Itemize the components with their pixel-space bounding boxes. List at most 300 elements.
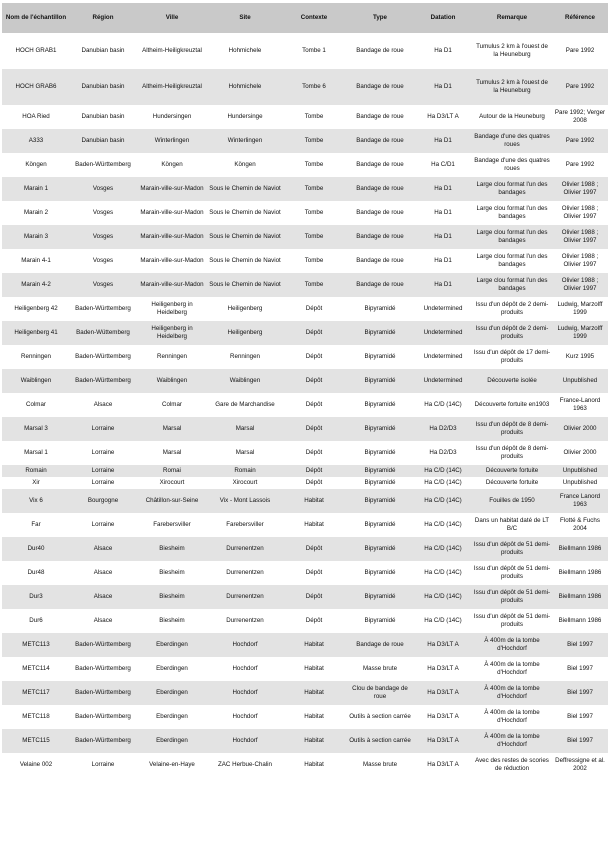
table-cell: Ha D3/LT A (414, 705, 472, 729)
table-cell: Olivier 2000 (552, 417, 608, 441)
table-cell: Hohmichele (208, 69, 282, 105)
column-header: Remarque (472, 3, 552, 33)
column-header: Type (346, 3, 414, 33)
table-cell: Large clou format l'un des bandages (472, 225, 552, 249)
table-cell: Waiblingen (2, 369, 70, 393)
table-cell: Vosges (70, 225, 136, 249)
table-cell: Bandage de roue (346, 69, 414, 105)
table-cell: Marain 2 (2, 201, 70, 225)
table-cell: Ha D3/LT A (414, 681, 472, 705)
table-cell: Ha D3/LT A (414, 753, 472, 777)
table-row (2, 33, 608, 69)
table-row (2, 585, 608, 609)
table-cell: Durrenentzen (208, 537, 282, 561)
table-cell: Baden-Württemberg (70, 657, 136, 681)
table-cell: Ha C/D (14C) (414, 609, 472, 633)
table-cell: Bandage de roue (346, 201, 414, 225)
table-cell: Baden-Württemberg (70, 729, 136, 753)
table-cell: Romai (136, 465, 208, 477)
column-header: Datation (414, 3, 472, 33)
table-cell: Undetermined (414, 345, 472, 369)
table-cell: Pare 1992 (552, 33, 608, 69)
table-cell: Large clou format l'un des bandages (472, 201, 552, 225)
table-cell: Marain 4-1 (2, 249, 70, 273)
table-cell: Olivier 1988 ; Olivier 1997 (552, 225, 608, 249)
table-body (2, 33, 608, 777)
table-cell: Habitat (282, 489, 346, 513)
table-cell: Masse brute (346, 753, 414, 777)
table-cell: Découverte fortuite (472, 465, 552, 477)
table-cell: Ha D1 (414, 33, 472, 69)
table-cell: Bipyramidé (346, 477, 414, 489)
table-cell: Vix - Mont Lassois (208, 489, 282, 513)
table-cell: Vosges (70, 273, 136, 297)
table-cell: Issu d'un dépôt de 2 demi-produits (472, 321, 552, 345)
table-cell: Dépôt (282, 369, 346, 393)
table-cell: Xir (2, 477, 70, 489)
table-cell: Farebersviller (208, 513, 282, 537)
table-cell: Marsal (208, 441, 282, 465)
table-cell: Baden-Württemberg (70, 153, 136, 177)
table-cell: Baden-Württemberg (70, 345, 136, 369)
table-cell: Durrenentzen (208, 609, 282, 633)
table-cell: Dépôt (282, 585, 346, 609)
table-cell: Xirocourt (208, 477, 282, 489)
table-cell: Bipyramidé (346, 513, 414, 537)
table-cell: Bipyramidé (346, 441, 414, 465)
table-cell: Olivier 1988 ; Olivier 1997 (552, 273, 608, 297)
table-cell: Dur40 (2, 537, 70, 561)
table-cell: Ha D3/LT A (414, 633, 472, 657)
samples-table (2, 3, 608, 777)
table-cell: HOCH GRAB1 (2, 33, 70, 69)
table-cell: Bipyramidé (346, 465, 414, 477)
table-cell: Châtillon-sur-Seine (136, 489, 208, 513)
table-cell: Hochdorf (208, 633, 282, 657)
table-row (2, 201, 608, 225)
table-row (2, 729, 608, 753)
table-cell: Ha D3/LT A (414, 729, 472, 753)
table-cell: Hundersingen (136, 105, 208, 129)
table-cell: Olivier 1988 ; Olivier 1997 (552, 249, 608, 273)
table-cell: Issu d'un dépôt de 17 demi-produits (472, 345, 552, 369)
table-cell: Biel 1997 (552, 657, 608, 681)
table-cell: Renningen (208, 345, 282, 369)
table-row (2, 393, 608, 417)
table-cell: Biellmann 1986 (552, 609, 608, 633)
table-cell: Biesheim (136, 609, 208, 633)
table-cell: Ha D1 (414, 177, 472, 201)
table-cell: Dépôt (282, 441, 346, 465)
table-cell: Altheim-Heiligkreuztal (136, 69, 208, 105)
table-cell: Undetermined (414, 321, 472, 345)
table-cell: À 400m de la tombe d'Hochdorf (472, 681, 552, 705)
table-cell: Danubian basin (70, 105, 136, 129)
table-cell: Large clou format l'un des bandages (472, 273, 552, 297)
table-cell: Découverte fortuite en1903 (472, 393, 552, 417)
table-cell: Hundersinge (208, 105, 282, 129)
table-cell: Autour de la Heuneburg (472, 105, 552, 129)
table-cell: Issu d'un dépôt de 8 demi-produits (472, 417, 552, 441)
table-cell: Ha C/D (14C) (414, 513, 472, 537)
table-cell: Biesheim (136, 585, 208, 609)
table-cell: Romain (208, 465, 282, 477)
table-cell: Eberdingen (136, 657, 208, 681)
table-cell: Waiblingen (136, 369, 208, 393)
table-cell: A333 (2, 129, 70, 153)
table-cell: Marsal 3 (2, 417, 70, 441)
table-row (2, 513, 608, 537)
table-cell: Renningen (2, 345, 70, 369)
table-row (2, 657, 608, 681)
table-cell: Ha D2/D3 (414, 441, 472, 465)
table-cell: Clou de bandage de roue (346, 681, 414, 705)
table-cell: Ha C/D (14C) (414, 465, 472, 477)
table-row (2, 321, 608, 345)
table-cell: Biel 1997 (552, 681, 608, 705)
table-cell: Pare 1992 (552, 69, 608, 105)
table-cell: Biellmann 1986 (552, 585, 608, 609)
table-cell: Pare 1992 (552, 129, 608, 153)
table-cell: Unpublished (552, 477, 608, 489)
table-cell: Heiligenberg 41 (2, 321, 70, 345)
table-cell: Köngen (2, 153, 70, 177)
table-cell: Köngen (136, 153, 208, 177)
table-cell: Habitat (282, 753, 346, 777)
table-cell: Ha D3/LT A (414, 657, 472, 681)
table-cell: Pare 1992; Verger 2008 (552, 105, 608, 129)
table-cell: Alsace (70, 609, 136, 633)
table-cell: Renningen (136, 345, 208, 369)
table-cell: Marain 3 (2, 225, 70, 249)
table-cell: Hochdorf (208, 657, 282, 681)
table-cell: Hochdorf (208, 681, 282, 705)
table-cell: Baden-Württemberg (70, 297, 136, 321)
table-cell: Farebersviller (136, 513, 208, 537)
table-row (2, 561, 608, 585)
table-cell: Colmar (2, 393, 70, 417)
table-cell: Baden-Württemberg (70, 681, 136, 705)
column-header: Référence (552, 3, 608, 33)
column-header: Site (208, 3, 282, 33)
table-cell: Bipyramidé (346, 489, 414, 513)
table-cell: Hochdorf (208, 729, 282, 753)
table-cell: Tumulus 2 km à l'ouest de la Heuneburg (472, 69, 552, 105)
table-cell: Ha D1 (414, 273, 472, 297)
table-row (2, 369, 608, 393)
table-cell: Biellmann 1986 (552, 561, 608, 585)
table-cell: Vosges (70, 201, 136, 225)
table-cell: Eberdingen (136, 681, 208, 705)
table-cell: Eberdingen (136, 633, 208, 657)
table-cell: Marain-ville-sur-Madon (136, 177, 208, 201)
table-cell: Issu d'un dépôt de 51 demi-produits (472, 609, 552, 633)
table-cell: Dépôt (282, 477, 346, 489)
table-row (2, 417, 608, 441)
table-cell: Alsace (70, 585, 136, 609)
table-cell: Altheim-Heiligkreuztal (136, 33, 208, 69)
table-cell: Baden-Württemberg (70, 633, 136, 657)
table-cell: Heiligenberg in Heidelberg (136, 297, 208, 321)
table-cell: Dépôt (282, 561, 346, 585)
table-cell: France Lanord 1963 (552, 489, 608, 513)
table-cell: Ha C/D (14C) (414, 393, 472, 417)
table-cell: Issu d'un dépôt de 2 demi-produits (472, 297, 552, 321)
table-cell: Baden-Württemberg (70, 369, 136, 393)
table-cell: Ludwig, Marzolff 1999 (552, 297, 608, 321)
table-cell: Marain-ville-sur-Madon (136, 273, 208, 297)
table-cell: Issu d'un dépôt de 8 demi-produits (472, 441, 552, 465)
table-cell: Bipyramidé (346, 297, 414, 321)
table-cell: Habitat (282, 513, 346, 537)
table-cell: Kurz 1995 (552, 345, 608, 369)
table-cell: Marsal (136, 417, 208, 441)
table-cell: Tombe (282, 177, 346, 201)
table-cell: METC114 (2, 657, 70, 681)
table-cell: METC118 (2, 705, 70, 729)
table-cell: Dans un habitat daté de LT B/C (472, 513, 552, 537)
table-row (2, 537, 608, 561)
table-cell: Large clou format l'un des bandages (472, 249, 552, 273)
table-cell: Issu d'un dépôt de 51 demi-produits (472, 561, 552, 585)
table-cell: Alsace (70, 393, 136, 417)
table-cell: Bipyramidé (346, 369, 414, 393)
table-cell: À 400m de la tombe d'Hochdorf (472, 633, 552, 657)
table-cell: HOCH GRAB6 (2, 69, 70, 105)
table-cell: Marain-ville-sur-Madon (136, 225, 208, 249)
table-row (2, 489, 608, 513)
table-cell: HOA Ried (2, 105, 70, 129)
table-row (2, 249, 608, 273)
table-cell: Xirocourt (136, 477, 208, 489)
table-cell: Bandage de roue (346, 129, 414, 153)
table-cell: Outils à section carrée (346, 705, 414, 729)
table-cell: Danubian basin (70, 33, 136, 69)
table-cell: Ha C/D (14C) (414, 561, 472, 585)
table-cell: Ha D1 (414, 249, 472, 273)
table-cell: Habitat (282, 657, 346, 681)
table-cell: Bandage de roue (346, 225, 414, 249)
table-cell: Dépôt (282, 393, 346, 417)
table-row (2, 153, 608, 177)
table-cell: Ludwig, Marzolff 1999 (552, 321, 608, 345)
table-cell: Tombe (282, 105, 346, 129)
table-cell: Vosges (70, 177, 136, 201)
table-cell: Issu d'un dépôt de 51 demi-produits (472, 537, 552, 561)
table-cell: Issu d'un dépôt de 51 demi-produits (472, 585, 552, 609)
table-cell: Bipyramidé (346, 537, 414, 561)
table-cell: Alsace (70, 537, 136, 561)
table-cell: Dur6 (2, 609, 70, 633)
table-cell: Marain-ville-sur-Madon (136, 249, 208, 273)
table-cell: Marain-ville-sur-Madon (136, 201, 208, 225)
table-cell: Heiligenberg (208, 297, 282, 321)
table-cell: Undetermined (414, 297, 472, 321)
table-cell: Bipyramidé (346, 345, 414, 369)
table-cell: Biesheim (136, 537, 208, 561)
column-header: Ville (136, 3, 208, 33)
table-cell: Tumulus 2 km à l'ouest de la Heuneburg (472, 33, 552, 69)
table-cell: Baden-Wüttemberg (70, 321, 136, 345)
table-cell: Ha D1 (414, 69, 472, 105)
table-cell: Ha D1 (414, 201, 472, 225)
table-cell: Découverte isolée (472, 369, 552, 393)
table-cell: Bandage de roue (346, 153, 414, 177)
table-row (2, 633, 608, 657)
table-cell: Gare de Marchandise (208, 393, 282, 417)
table-cell: Unpublished (552, 369, 608, 393)
table-cell: Habitat (282, 681, 346, 705)
table-cell: Marsal (136, 441, 208, 465)
table-cell: Flotté & Fuchs 2004 (552, 513, 608, 537)
table-cell: METC115 (2, 729, 70, 753)
table-cell: Sous le Chemin de Naviot (208, 273, 282, 297)
table-cell: METC117 (2, 681, 70, 705)
table-cell: Large clou format l'un des bandages (472, 177, 552, 201)
table-cell: Découverte fortuite (472, 477, 552, 489)
table-cell: Lorraine (70, 477, 136, 489)
table-row (2, 297, 608, 321)
table-cell: Ha D2/D3 (414, 417, 472, 441)
table-cell: Danubian basin (70, 129, 136, 153)
table-row (2, 465, 608, 477)
table-cell: Tombe (282, 153, 346, 177)
table-row (2, 177, 608, 201)
table-cell: Biellmann 1986 (552, 537, 608, 561)
table-cell: Bandage de roue (346, 177, 414, 201)
table-cell: Ha D3/LT A (414, 105, 472, 129)
column-header: Nom de l'échantillon (2, 3, 70, 33)
table-cell: Baden-Württemberg (70, 705, 136, 729)
table-cell: Biel 1997 (552, 633, 608, 657)
table-row (2, 609, 608, 633)
table-cell: Biel 1997 (552, 705, 608, 729)
table-cell: Masse brute (346, 657, 414, 681)
table-cell: Ha D1 (414, 225, 472, 249)
table-cell: Bipyramidé (346, 417, 414, 441)
table-cell: Ha D1 (414, 129, 472, 153)
table-cell: Vix 6 (2, 489, 70, 513)
table-cell: France-Lanord 1963 (552, 393, 608, 417)
table-cell: Bipyramidé (346, 609, 414, 633)
table-cell: Sous le Chemin de Naviot (208, 225, 282, 249)
table-cell: Bandage de roue (346, 633, 414, 657)
table-cell: Olivier 2000 (552, 441, 608, 465)
table-row (2, 225, 608, 249)
table-cell: Dur3 (2, 585, 70, 609)
table-cell: Avec des restes de scories de réduction (472, 753, 552, 777)
table-cell: Eberdingen (136, 729, 208, 753)
table-cell: Köngen (208, 153, 282, 177)
table-row (2, 273, 608, 297)
table-cell: Velaine 002 (2, 753, 70, 777)
table-row (2, 477, 608, 489)
table-cell: Marsal 1 (2, 441, 70, 465)
table-cell: Lorraine (70, 513, 136, 537)
table-cell: Dépôt (282, 537, 346, 561)
table-cell: Winterlingen (136, 129, 208, 153)
table-cell: Ha C/D (14C) (414, 537, 472, 561)
table-cell: Heiligenberg (208, 321, 282, 345)
table-cell: Bipyramidé (346, 585, 414, 609)
table-cell: Marain 1 (2, 177, 70, 201)
table-cell: Hohmichele (208, 33, 282, 69)
table-cell: Ha C/D (14C) (414, 585, 472, 609)
table-cell: Lorraine (70, 441, 136, 465)
column-header: Contexte (282, 3, 346, 33)
table-cell: Tombe (282, 225, 346, 249)
table-row (2, 105, 608, 129)
table-cell: METC113 (2, 633, 70, 657)
table-row (2, 681, 608, 705)
table-cell: Ha C/D1 (414, 153, 472, 177)
table-cell: Heiligenberg 42 (2, 297, 70, 321)
table-cell: Bandage de roue (346, 33, 414, 69)
table-cell: Ha C/D (14C) (414, 477, 472, 489)
table-cell: Vosges (70, 249, 136, 273)
table-cell: À 400m de la tombe d'Hochdorf (472, 657, 552, 681)
table-cell: Sous le Chemin de Naviot (208, 201, 282, 225)
table-cell: Romain (2, 465, 70, 477)
table-cell: Lorraine (70, 465, 136, 477)
table-cell: Tombe (282, 273, 346, 297)
table-cell: Sous le Chemin de Naviot (208, 249, 282, 273)
table-cell: Lorraine (70, 417, 136, 441)
table-row (2, 129, 608, 153)
table-cell: Tombe (282, 129, 346, 153)
table-row (2, 705, 608, 729)
table-cell: Alsace (70, 561, 136, 585)
table-cell: Bandage de roue (346, 105, 414, 129)
table-cell: Dépôt (282, 417, 346, 441)
table-cell: Waiblingen (208, 369, 282, 393)
table-cell: Dépôt (282, 321, 346, 345)
table-row (2, 753, 608, 777)
table-cell: Dépôt (282, 465, 346, 477)
table-cell: Outils à section carrée (346, 729, 414, 753)
table-cell: Ha C/D (14C) (414, 489, 472, 513)
table-row (2, 69, 608, 105)
table-cell: Olivier 1988 ; Olivier 1997 (552, 201, 608, 225)
table-cell: Bandage d'une des quatres roues (472, 153, 552, 177)
table-cell: Marain 4-2 (2, 273, 70, 297)
table-cell: Habitat (282, 633, 346, 657)
table-cell: Habitat (282, 729, 346, 753)
table-row (2, 441, 608, 465)
table-cell: Durrenentzen (208, 585, 282, 609)
table-cell: Far (2, 513, 70, 537)
table-cell: Dépôt (282, 297, 346, 321)
table-cell: Dépôt (282, 609, 346, 633)
table-cell: Biel 1997 (552, 729, 608, 753)
table-cell: Unpublished (552, 465, 608, 477)
table-cell: Tombe (282, 249, 346, 273)
table-cell: À 400m de la tombe d'Hochdorf (472, 705, 552, 729)
table-cell: Bipyramidé (346, 321, 414, 345)
table-cell: Hochdorf (208, 705, 282, 729)
table-cell: Bandage de roue (346, 249, 414, 273)
table-cell: Bipyramidé (346, 393, 414, 417)
table-cell: Heiligenberg in Heidelberg (136, 321, 208, 345)
table-cell: Bandage de roue (346, 273, 414, 297)
table-row (2, 345, 608, 369)
table-cell: Durrenentzen (208, 561, 282, 585)
table-cell: Deffressigne et al. 2002 (552, 753, 608, 777)
table-cell: À 400m de la tombe d'Hochdorf (472, 729, 552, 753)
table-cell: Dépôt (282, 345, 346, 369)
table-cell: Danubian basin (70, 69, 136, 105)
table-cell: Olivier 1988 ; Olivier 1997 (552, 177, 608, 201)
